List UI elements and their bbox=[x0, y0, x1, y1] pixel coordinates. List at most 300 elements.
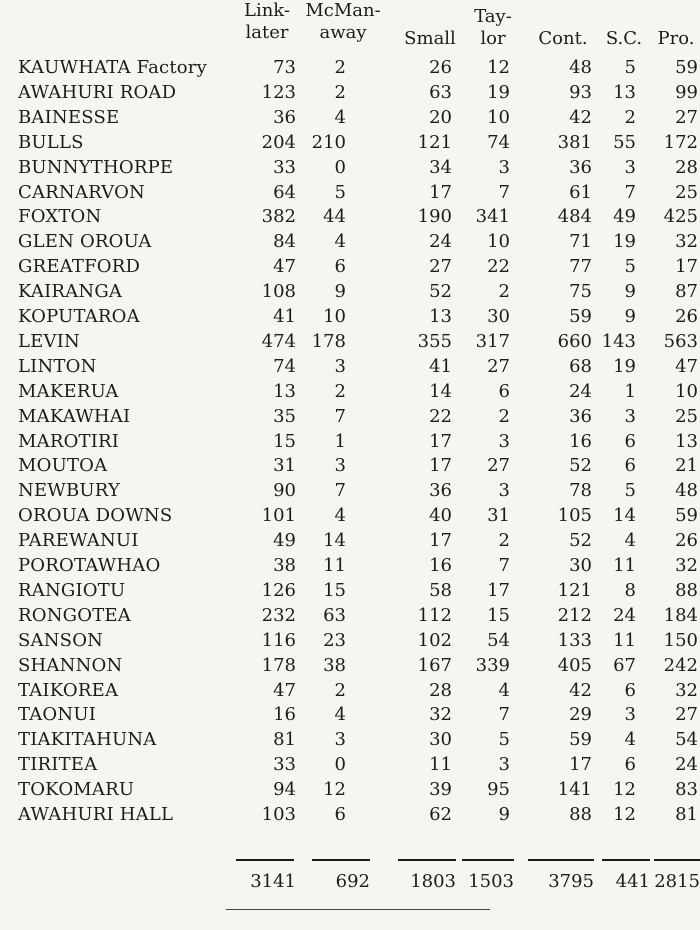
total-rule bbox=[398, 859, 456, 861]
row-value: 5 bbox=[624, 480, 636, 502]
table-row bbox=[0, 131, 700, 155]
row-value: 2 bbox=[334, 57, 346, 78]
row-value: 1 bbox=[624, 380, 636, 402]
row-value: 2 bbox=[498, 405, 510, 427]
row-name: LINTON bbox=[18, 355, 97, 377]
row-value: 108 bbox=[261, 281, 296, 303]
row-value: 2 bbox=[498, 281, 510, 303]
row-value: 5 bbox=[498, 729, 510, 751]
row-value: 21 bbox=[675, 455, 698, 477]
row-value: 3 bbox=[624, 156, 636, 178]
row-value: 31 bbox=[273, 455, 296, 477]
row-value: 59 bbox=[569, 729, 592, 751]
row-value: 36 bbox=[569, 405, 592, 427]
row-value: 75 bbox=[569, 281, 592, 303]
row-value: 13 bbox=[273, 380, 296, 402]
row-value: 6 bbox=[624, 455, 636, 477]
total-cont: 3795 bbox=[548, 871, 594, 892]
row-value: 74 bbox=[487, 131, 510, 153]
row-value: 55 bbox=[613, 131, 636, 153]
row-value: 48 bbox=[675, 480, 698, 502]
row-value: 48 bbox=[569, 57, 592, 78]
row-value: 41 bbox=[429, 355, 452, 377]
row-value: 27 bbox=[487, 455, 510, 477]
header-line2: lor bbox=[480, 28, 506, 49]
table-row bbox=[0, 479, 700, 503]
row-value: 317 bbox=[475, 330, 510, 352]
row-value: 2 bbox=[334, 81, 346, 103]
row-value: 35 bbox=[273, 405, 296, 427]
row-value: 24 bbox=[613, 604, 636, 626]
table-row bbox=[0, 803, 700, 827]
row-value: 6 bbox=[334, 256, 346, 278]
header-sc bbox=[598, 6, 650, 50]
row-value: 172 bbox=[663, 131, 698, 153]
row-value: 167 bbox=[417, 654, 452, 676]
table-row bbox=[0, 255, 700, 279]
row-name: AWAHURI HALL bbox=[18, 804, 174, 825]
row-value: 474 bbox=[261, 330, 296, 352]
row-value: 25 bbox=[675, 405, 698, 427]
row-value: 10 bbox=[323, 306, 346, 327]
row-value: 61 bbox=[569, 181, 592, 203]
row-name: MOUTOA bbox=[18, 455, 108, 477]
total-rule bbox=[528, 859, 594, 861]
row-value: 16 bbox=[273, 704, 296, 726]
row-value: 54 bbox=[675, 729, 698, 751]
table-row bbox=[0, 305, 700, 329]
row-name: SANSON bbox=[18, 629, 104, 651]
row-value: 17 bbox=[429, 530, 452, 552]
row-name: BAINESSE bbox=[18, 106, 120, 128]
row-value: 105 bbox=[557, 505, 592, 527]
row-value: 2 bbox=[334, 679, 346, 701]
row-name: MAKAWHAI bbox=[18, 405, 131, 427]
row-value: 54 bbox=[487, 629, 510, 651]
header-pro bbox=[652, 6, 700, 50]
row-value: 123 bbox=[261, 81, 296, 103]
row-name: GREATFORD bbox=[18, 256, 141, 278]
row-value: 17 bbox=[429, 430, 452, 452]
row-value: 83 bbox=[675, 779, 698, 801]
row-value: 101 bbox=[261, 505, 296, 527]
row-value: 143 bbox=[601, 330, 636, 352]
row-value: 2 bbox=[498, 530, 510, 552]
row-value: 381 bbox=[557, 131, 592, 153]
row-value: 23 bbox=[323, 629, 346, 651]
table-row bbox=[0, 106, 700, 130]
row-value: 67 bbox=[613, 654, 636, 676]
row-name: TAIKOREA bbox=[18, 679, 119, 701]
row-value: 242 bbox=[663, 654, 698, 676]
header-line2: Pro. bbox=[657, 28, 695, 49]
row-name: PAREWANUI bbox=[18, 530, 139, 552]
row-value: 2 bbox=[334, 380, 346, 402]
table-row bbox=[0, 629, 700, 653]
row-value: 1 bbox=[334, 430, 346, 452]
total-mcmanaway: 692 bbox=[335, 871, 370, 892]
table-row bbox=[0, 330, 700, 354]
row-value: 184 bbox=[663, 604, 698, 626]
row-value: 11 bbox=[429, 754, 452, 776]
row-value: 26 bbox=[675, 530, 698, 552]
row-value: 32 bbox=[675, 231, 698, 253]
row-name: AWAHURI ROAD bbox=[18, 81, 177, 103]
row-value: 87 bbox=[675, 281, 698, 303]
row-value: 3 bbox=[498, 754, 510, 776]
row-value: 0 bbox=[334, 156, 346, 178]
row-value: 7 bbox=[498, 555, 510, 576]
table-row bbox=[0, 753, 700, 777]
row-value: 88 bbox=[569, 804, 592, 825]
row-value: 7 bbox=[624, 181, 636, 203]
row-name: TIRITEA bbox=[18, 754, 98, 776]
row-value: 59 bbox=[569, 306, 592, 327]
header-line1: Link- bbox=[244, 0, 290, 21]
row-value: 15 bbox=[323, 579, 346, 601]
bottom-rule bbox=[226, 909, 490, 910]
table-row bbox=[0, 654, 700, 678]
row-value: 52 bbox=[569, 455, 592, 477]
row-value: 27 bbox=[675, 106, 698, 128]
row-name: SHANNON bbox=[18, 654, 123, 676]
row-value: 8 bbox=[624, 579, 636, 601]
row-value: 3 bbox=[498, 480, 510, 502]
row-value: 62 bbox=[429, 804, 452, 825]
row-value: 17 bbox=[675, 256, 698, 278]
row-name: GLEN OROUA bbox=[18, 231, 152, 253]
table-row bbox=[0, 454, 700, 478]
table-row bbox=[0, 504, 700, 528]
row-value: 6 bbox=[624, 679, 636, 701]
row-name: MAROTIRI bbox=[18, 430, 120, 452]
row-value: 14 bbox=[613, 505, 636, 527]
header-small bbox=[398, 6, 462, 50]
row-value: 38 bbox=[323, 654, 346, 676]
header-line1 bbox=[398, 6, 462, 28]
row-name: MAKERUA bbox=[18, 380, 119, 402]
table-row bbox=[0, 703, 700, 727]
row-value: 36 bbox=[273, 106, 296, 128]
total-pro: 2815 bbox=[654, 871, 700, 892]
row-value: 59 bbox=[675, 57, 698, 78]
table-row bbox=[0, 205, 700, 229]
row-value: 22 bbox=[487, 256, 510, 278]
table-row bbox=[0, 380, 700, 404]
row-value: 14 bbox=[323, 530, 346, 552]
row-value: 94 bbox=[273, 779, 296, 801]
row-value: 6 bbox=[624, 430, 636, 452]
row-value: 42 bbox=[569, 106, 592, 128]
row-value: 44 bbox=[323, 206, 346, 228]
header-line1: McMan- bbox=[305, 0, 381, 21]
table-row bbox=[0, 778, 700, 802]
row-value: 52 bbox=[569, 530, 592, 552]
row-value: 19 bbox=[613, 231, 636, 253]
row-value: 4 bbox=[498, 679, 510, 701]
row-value: 212 bbox=[557, 604, 592, 626]
row-name: BUNNYTHORPE bbox=[18, 156, 174, 178]
row-value: 22 bbox=[429, 405, 452, 427]
row-value: 6 bbox=[334, 804, 346, 825]
row-name: RONGOTEA bbox=[18, 604, 131, 626]
row-value: 38 bbox=[273, 555, 296, 576]
row-value: 27 bbox=[487, 355, 510, 377]
row-value: 24 bbox=[429, 231, 452, 253]
row-name: KOPUTAROA bbox=[18, 306, 140, 327]
row-value: 12 bbox=[613, 779, 636, 801]
row-value: 12 bbox=[613, 804, 636, 825]
row-value: 484 bbox=[557, 206, 592, 228]
row-value: 19 bbox=[487, 81, 510, 103]
row-value: 15 bbox=[487, 604, 510, 626]
row-value: 71 bbox=[569, 231, 592, 253]
row-value: 28 bbox=[429, 679, 452, 701]
row-value: 405 bbox=[557, 654, 592, 676]
row-value: 7 bbox=[334, 480, 346, 502]
row-value: 9 bbox=[498, 804, 510, 825]
row-value: 39 bbox=[429, 779, 452, 801]
row-value: 11 bbox=[613, 629, 636, 651]
row-value: 3 bbox=[624, 704, 636, 726]
table-row bbox=[0, 579, 700, 603]
table-row bbox=[0, 56, 700, 80]
row-name: BULLS bbox=[18, 131, 84, 153]
row-value: 17 bbox=[429, 181, 452, 203]
total-small: 1803 bbox=[410, 871, 456, 892]
row-name: LEVIN bbox=[18, 330, 80, 352]
row-value: 13 bbox=[429, 306, 452, 327]
row-name: POROTAWHAO bbox=[18, 555, 161, 576]
row-value: 52 bbox=[429, 281, 452, 303]
row-name: OROUA DOWNS bbox=[18, 505, 173, 527]
header-cont bbox=[528, 6, 598, 50]
total-sc: 441 bbox=[615, 871, 650, 892]
row-value: 99 bbox=[675, 81, 698, 103]
row-value: 27 bbox=[675, 704, 698, 726]
row-value: 7 bbox=[498, 181, 510, 203]
header-line1 bbox=[652, 6, 700, 28]
row-value: 19 bbox=[613, 355, 636, 377]
row-value: 28 bbox=[675, 156, 698, 178]
row-value: 3 bbox=[624, 405, 636, 427]
row-value: 232 bbox=[261, 604, 296, 626]
row-value: 33 bbox=[273, 754, 296, 776]
row-value: 7 bbox=[498, 704, 510, 726]
row-value: 5 bbox=[624, 256, 636, 278]
row-value: 36 bbox=[569, 156, 592, 178]
row-name: KAIRANGA bbox=[18, 281, 123, 303]
row-value: 126 bbox=[261, 579, 296, 601]
totals-row bbox=[0, 869, 700, 895]
row-value: 17 bbox=[487, 579, 510, 601]
row-value: 103 bbox=[261, 804, 296, 825]
row-value: 47 bbox=[675, 355, 698, 377]
header-line1 bbox=[598, 6, 650, 28]
table-row bbox=[0, 554, 700, 578]
row-value: 17 bbox=[429, 455, 452, 477]
row-value: 4 bbox=[334, 106, 346, 128]
row-value: 40 bbox=[429, 505, 452, 527]
row-value: 58 bbox=[429, 579, 452, 601]
row-value: 26 bbox=[675, 306, 698, 327]
row-value: 64 bbox=[273, 181, 296, 203]
row-value: 30 bbox=[429, 729, 452, 751]
table-row bbox=[0, 529, 700, 553]
header-line1 bbox=[528, 6, 598, 28]
row-value: 204 bbox=[261, 131, 296, 153]
row-value: 121 bbox=[557, 579, 592, 601]
row-value: 84 bbox=[273, 231, 296, 253]
row-name: TOKOMARU bbox=[18, 779, 135, 801]
row-value: 11 bbox=[613, 555, 636, 576]
row-value: 2 bbox=[624, 106, 636, 128]
table-row bbox=[0, 181, 700, 205]
table-row bbox=[0, 405, 700, 429]
row-value: 10 bbox=[675, 380, 698, 402]
row-value: 30 bbox=[569, 555, 592, 576]
row-value: 32 bbox=[675, 679, 698, 701]
row-value: 12 bbox=[323, 779, 346, 801]
header-mcmanaway bbox=[300, 0, 386, 44]
row-value: 77 bbox=[569, 256, 592, 278]
table-row bbox=[0, 156, 700, 180]
row-value: 9 bbox=[334, 281, 346, 303]
table-row bbox=[0, 728, 700, 752]
row-value: 27 bbox=[429, 256, 452, 278]
row-value: 355 bbox=[417, 330, 452, 352]
row-value: 33 bbox=[273, 156, 296, 178]
total-rule bbox=[462, 859, 514, 861]
table-row bbox=[0, 430, 700, 454]
row-value: 0 bbox=[334, 754, 346, 776]
row-value: 7 bbox=[334, 405, 346, 427]
total-linklater: 3141 bbox=[250, 871, 296, 892]
table-row bbox=[0, 230, 700, 254]
row-value: 112 bbox=[417, 604, 452, 626]
row-value: 31 bbox=[487, 505, 510, 527]
table-row bbox=[0, 280, 700, 304]
row-value: 10 bbox=[487, 106, 510, 128]
total-rule bbox=[654, 859, 700, 861]
row-value: 42 bbox=[569, 679, 592, 701]
row-value: 178 bbox=[311, 330, 346, 352]
row-value: 13 bbox=[613, 81, 636, 103]
row-value: 73 bbox=[273, 57, 296, 78]
row-value: 4 bbox=[624, 530, 636, 552]
row-value: 49 bbox=[613, 206, 636, 228]
row-value: 4 bbox=[334, 505, 346, 527]
table-row bbox=[0, 355, 700, 379]
row-value: 63 bbox=[323, 604, 346, 626]
row-value: 16 bbox=[429, 555, 452, 576]
row-value: 95 bbox=[487, 779, 510, 801]
row-value: 6 bbox=[498, 380, 510, 402]
total-rule bbox=[312, 859, 370, 861]
header-line2: Cont. bbox=[538, 28, 588, 49]
row-value: 81 bbox=[675, 804, 698, 825]
row-value: 178 bbox=[261, 654, 296, 676]
row-value: 59 bbox=[675, 505, 698, 527]
header-line2: later bbox=[245, 22, 289, 43]
row-value: 93 bbox=[569, 81, 592, 103]
row-value: 47 bbox=[273, 679, 296, 701]
total-rule bbox=[236, 859, 294, 861]
row-value: 341 bbox=[475, 206, 510, 228]
header-line2: S.C. bbox=[605, 28, 643, 49]
row-value: 74 bbox=[273, 355, 296, 377]
row-value: 41 bbox=[273, 306, 296, 327]
row-name: RANGIOTU bbox=[18, 579, 126, 601]
row-value: 26 bbox=[429, 57, 452, 78]
row-value: 32 bbox=[675, 555, 698, 576]
row-value: 32 bbox=[429, 704, 452, 726]
row-value: 339 bbox=[475, 654, 510, 676]
total-taylor: 1503 bbox=[468, 871, 514, 892]
table-row bbox=[0, 604, 700, 628]
row-value: 24 bbox=[675, 754, 698, 776]
row-value: 88 bbox=[675, 579, 698, 601]
header-line2: Small bbox=[404, 28, 456, 49]
row-value: 68 bbox=[569, 355, 592, 377]
row-value: 30 bbox=[487, 306, 510, 327]
row-value: 81 bbox=[273, 729, 296, 751]
row-value: 14 bbox=[429, 380, 452, 402]
row-name: NEWBURY bbox=[18, 480, 121, 502]
row-value: 25 bbox=[675, 181, 698, 203]
row-value: 78 bbox=[569, 480, 592, 502]
row-value: 102 bbox=[417, 629, 452, 651]
row-value: 3 bbox=[498, 156, 510, 178]
row-value: 5 bbox=[334, 181, 346, 203]
row-value: 660 bbox=[557, 330, 592, 352]
row-value: 425 bbox=[663, 206, 698, 228]
total-rule bbox=[602, 859, 650, 861]
row-value: 4 bbox=[334, 231, 346, 253]
row-value: 13 bbox=[675, 430, 698, 452]
row-value: 20 bbox=[429, 106, 452, 128]
row-value: 10 bbox=[487, 231, 510, 253]
row-value: 36 bbox=[429, 480, 452, 502]
header-linklater bbox=[236, 0, 298, 44]
row-value: 133 bbox=[557, 629, 592, 651]
header-line1: Tay- bbox=[474, 6, 512, 27]
row-value: 3 bbox=[334, 455, 346, 477]
row-value: 24 bbox=[569, 380, 592, 402]
row-value: 34 bbox=[429, 156, 452, 178]
row-value: 15 bbox=[273, 430, 296, 452]
row-value: 9 bbox=[624, 281, 636, 303]
row-value: 90 bbox=[273, 480, 296, 502]
table-row bbox=[0, 679, 700, 703]
row-name: TAONUI bbox=[18, 704, 97, 726]
row-value: 3 bbox=[334, 729, 346, 751]
row-value: 116 bbox=[261, 629, 296, 651]
row-name: FOXTON bbox=[18, 206, 102, 228]
table-row bbox=[0, 81, 700, 105]
row-name: KAUWHATA Factory bbox=[18, 57, 207, 78]
row-value: 29 bbox=[569, 704, 592, 726]
row-value: 3 bbox=[334, 355, 346, 377]
row-value: 6 bbox=[624, 754, 636, 776]
row-value: 190 bbox=[417, 206, 452, 228]
row-value: 16 bbox=[569, 430, 592, 452]
row-value: 3 bbox=[498, 430, 510, 452]
row-value: 4 bbox=[334, 704, 346, 726]
row-value: 9 bbox=[624, 306, 636, 327]
header-taylor bbox=[466, 6, 520, 50]
row-name: TIAKITAHUNA bbox=[18, 729, 157, 751]
